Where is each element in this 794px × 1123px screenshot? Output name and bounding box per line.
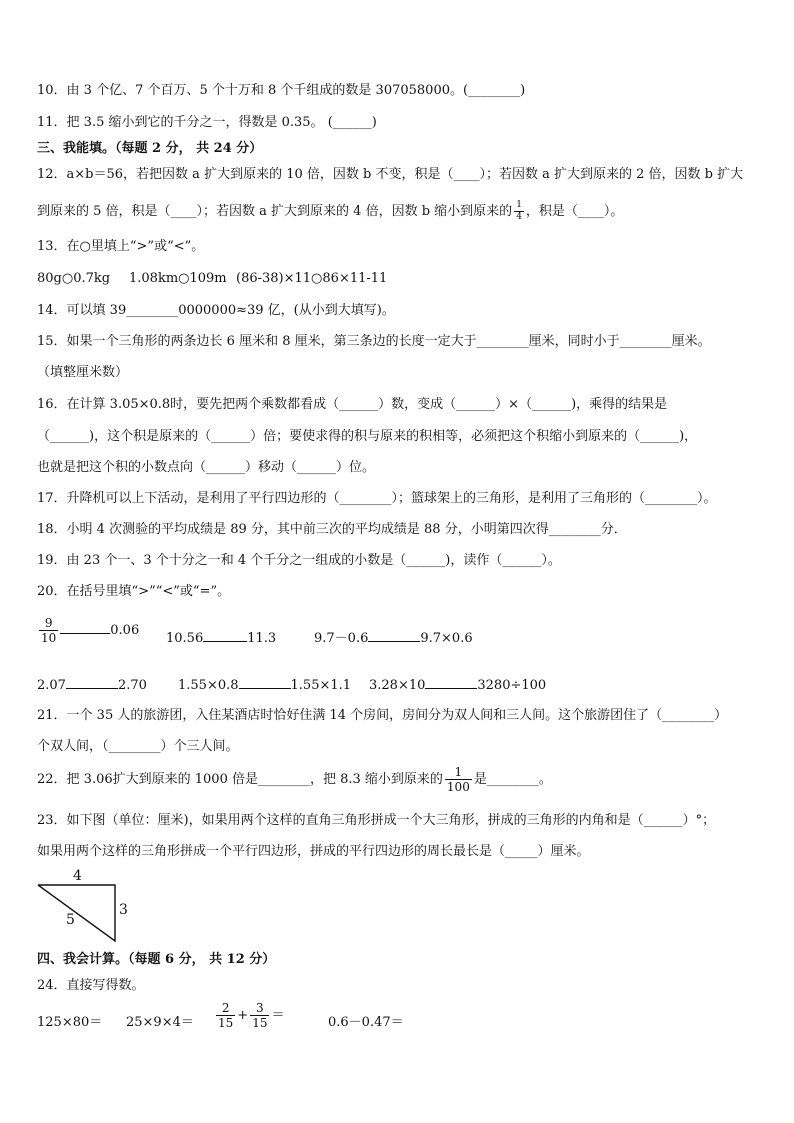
q13-item-3: (86-38)×11○86×11-11 [236,271,388,286]
fraction-nine-tenths [39,617,58,644]
answer-blank[interactable] [368,629,420,642]
compare-right: 9.7×0.6 [420,631,473,646]
compare-left: 10.56 [166,631,204,646]
fraction-numerator: 2 [216,1002,235,1016]
section-4-heading: 四、我会计算。（每题 6 分， 共 12 分） [37,952,276,967]
right-triangle-figure [30,875,130,945]
q20-row2-item-1 [37,676,147,695]
question-19: 19．由 23 个一、3 个十分之一和 4 个千分之一组成的小数是（______)，读作（______）。 [37,553,561,568]
answer-blank[interactable] [66,676,118,689]
q24-item-d: 0.6－0.47＝ [328,1015,404,1030]
question-20: 20．在括号里填“>”“<”或“=”。 [37,584,231,599]
compare-left: 3.28×10 [369,678,426,693]
question-13: 13．在○里填上“>”或“<”。 [37,239,205,254]
q20-row2-item-3 [369,676,546,695]
q13-item-1: 80g○0.7kg [37,271,111,286]
question-11: 11．把 3.5 缩小到它的千分之一，得数是 0.35。 (______) [37,115,377,130]
answer-blank[interactable] [203,629,247,642]
section-3-heading: 三、我能填。（每题 2 分， 共 24 分） [37,141,263,156]
compare-left: 1.55×0.8 [178,678,239,693]
question-22 [37,766,552,793]
question-23-line-2: 如果用两个这样的三角形拼成一个平行四边形，拼成的平行四边形的周长最长是（_____）厘米。 [37,844,590,859]
fraction-one-hundredth [445,766,472,793]
compare-right: 11.3 [247,631,277,646]
compare-right: 1.55×1.1 [290,678,352,693]
question-23-line-1: 23．如下图（单位：厘米)，如果用两个这样的直角三角形拼成一个大三角形，拼成的三角形的内角和是（______）°； [37,813,716,828]
fraction-denominator: 4 [516,212,522,222]
q20-row1-item-2 [166,629,276,648]
q24-item-a: 125×80＝ [37,1015,103,1030]
question-24: 24．直接写得数。 [37,978,145,993]
answer-blank[interactable] [60,621,110,634]
compare-left: 9.7－0.6 [314,631,369,646]
fraction-three-fifteenths [250,1002,269,1029]
fraction-numerator: 3 [250,1002,269,1016]
question-17: 17．升降机可以上下活动，是利用了平行四边形的（________）；篮球架上的三角形，是利用了三角形的（________）。 [37,491,717,506]
question-12-line-1: 12．a×b＝56，若把因数 a 扩大到原来的 10 倍，因数 b 不变，积是（____）；若因数 a 扩大到原来的 2 倍，因数 b 扩大 [37,167,744,182]
fraction-numerator: 1 [445,766,472,780]
question-21-line-1: 21．一个 35 人的旅游团，入住某酒店时恰好住满 14 个房间，房间分为双人间和三人间。这个旅游团住了（________） [37,708,728,723]
question-14: 14．可以填 39________0000000≈39 亿，(从小到大填写)。 [37,303,395,318]
compare-left: 2.07 [37,678,66,693]
question-18: 18．小明 4 次测验的平均成绩是 89 分，其中前三次的平均成绩是 88 分，小明第四次得________分． [37,522,627,537]
compare-value: 0.06 [110,623,140,638]
fraction-denominator: 100 [446,780,470,794]
question-16-line-3: 也就是把这个积的小数点向（______）移动（______）位。 [37,460,376,475]
q20-row1-item-3 [314,629,473,648]
triangle-side-top: 4 [73,868,82,884]
question-12-text: 到原来的 5 倍，积是（____）；若因数 a 扩大到原来的 4 倍，因数 b 缩小到原来的 [37,204,513,219]
question-21-line-2: 个双人间，（________）个三人间。 [37,739,239,754]
triangle-side-hypotenuse: 5 [66,912,75,928]
q24-item-b: 25×9×4＝ [126,1015,194,1030]
q24-item-c [214,1002,284,1029]
q20-row1-item-1 [37,617,139,644]
question-12-tail: ，积是（____）。 [525,204,624,219]
fraction-denominator: 15 [252,1016,268,1030]
answer-blank[interactable] [425,676,477,689]
question-12-line-2 [37,201,623,222]
triangle-outline [38,885,115,941]
equals-sign: ＝ [271,1008,285,1023]
triangle-side-right: 3 [119,902,128,918]
fraction-one-quarter [514,201,524,222]
question-16-line-2: （______)，这个积是原来的（______）倍；要使求得的积与原来的积相等，必须把这个积缩小到原来的（______)， [37,429,698,444]
fraction-numerator: 1 [516,200,522,210]
fraction-numerator: 9 [39,617,58,631]
answer-blank[interactable] [239,676,291,689]
question-15-line-1: 15．如果一个三角形的两条边长 6 厘米和 8 厘米，第三条边的长度一定大于________厘米，同时小于________厘米。 [37,334,711,349]
fraction-denominator: 15 [218,1016,234,1030]
fraction-denominator: 10 [41,631,57,645]
question-22-tail: 是________。 [473,772,552,787]
q20-row2-item-2 [178,676,351,695]
compare-right: 3280÷100 [477,678,547,693]
question-22-text: 22．把 3.06扩大到原来的 1000 倍是________，把 8.3 缩小到原来的 [37,772,443,787]
compare-right: 2.70 [117,678,147,693]
question-16-line-1: 16．在计算 3.05×0.8时，要先把两个乘数都看成（______）数，变成（______）×（______)，乘得的结果是 [37,397,668,412]
question-15-line-2: （填整厘米数） [37,365,129,380]
plus-sign: + [237,1008,249,1023]
q13-item-2: 1.08km○109m [129,271,227,286]
fraction-two-fifteenths [216,1002,235,1029]
question-10: 10．由 3 个亿、7 个百万、5 个十万和 8 个千组成的数是 307058000。(________) [37,83,526,98]
